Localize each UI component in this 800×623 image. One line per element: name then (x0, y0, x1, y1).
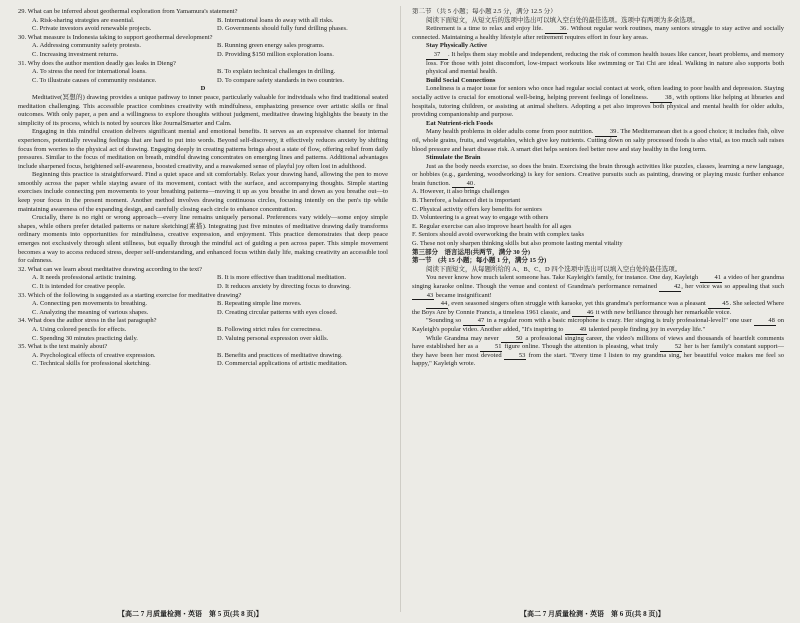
intro-paragraph: Retirement is a time to relax and enjoy life. 36. Without regular work routines, many seniors struggle to stay active and socially connected. Maintaining a healthy lifestyle after retirement requires effort in four key areas. (412, 25, 784, 41)
blank-37[interactable]: 37 (426, 51, 448, 60)
question-32-options (18, 274, 388, 291)
question-32: 32. What can we learn about meditative drawing according to the text? (18, 265, 202, 273)
option: D. It reduces anxiety by directing focus to drawing. (217, 283, 351, 290)
question-29: 29. What can be inferred about geothermal exploration from Yamamura's statement? (18, 8, 238, 15)
blank-38[interactable]: 38 (650, 94, 672, 103)
option: A. Using colored pencils for effects. (32, 325, 127, 333)
blank-41[interactable]: 41 (700, 274, 722, 283)
option: B. Therefore, a balanced diet is important (412, 197, 521, 205)
option: A. Connecting pen movements to breathing. (32, 300, 147, 308)
column-divider (400, 6, 401, 612)
option: F. Seniors should avoid overworking the brain with complex tasks (412, 231, 585, 239)
question-33: 33. Which of the following is suggested as a starting exercise for meditative drawing? (18, 291, 242, 299)
heading-social: Build Social Connections (426, 76, 496, 84)
question-34-options (18, 326, 388, 343)
section-2-options (412, 188, 784, 248)
option: A. It needs professional artistic training. (32, 274, 137, 282)
page-footer-left: 【高二 7 月质量检测・英语 第 5 页(共 8 页)】 (118, 610, 263, 619)
blank-40[interactable]: 40 (452, 180, 474, 189)
option: G. These not only sharpen thinking skills but also promote lasting mental vitality (412, 240, 623, 248)
option: C. Increasing investment returns. (32, 50, 119, 58)
option: C. To illustrate causes of community resistance. (32, 76, 157, 84)
left-column (18, 8, 388, 608)
cloze-paragraph: "Sounding so 47 in a regular room with a basic microphone is crazy. Her singing is truly professional-level!" one user 48 on Kayleigh's popular video. Another added, "It's inspiring to 49 talented people finding joy in everyday life." (412, 317, 784, 333)
option: A. Addressing community safety protests. (32, 42, 142, 50)
blank-48[interactable]: 48 (754, 317, 776, 326)
option: B. Running green energy sales programs. (217, 42, 325, 50)
option: D. To compare safety standards in two countries. (217, 76, 345, 84)
blank-39[interactable]: 39 (595, 128, 617, 137)
blank-50[interactable]: 50 (501, 335, 523, 344)
option: A. Risk-sharing strategies are essential. (32, 16, 135, 24)
heading-stay-active: Stay Physically Active (426, 42, 488, 50)
option: A. However, it also brings challenges (412, 188, 510, 196)
blank-49[interactable]: 49 (565, 326, 587, 335)
blank-47[interactable]: 47 (463, 317, 485, 326)
option: D. Governments should fully fund drilling phases. (217, 25, 348, 33)
section-d-title: D (200, 85, 206, 93)
blank-43[interactable]: 43 (412, 292, 434, 301)
right-column (412, 8, 784, 608)
blank-52[interactable]: 52 (660, 343, 682, 352)
question-31-options (18, 68, 388, 85)
blank-46[interactable]: 46 (572, 309, 594, 318)
option: C. Spending 30 minutes practicing daily. (32, 334, 138, 342)
option: B. To explain technical challenges in drilling. (217, 68, 336, 76)
option: A. To stress the need for international loans. (32, 68, 147, 76)
section-2-title: 第二节 （共 5 小题；每小题 2.5 分，满分 12.5 分） (412, 8, 557, 15)
option: D. Creating circular patterns with eyes closed. (217, 308, 338, 316)
blank-42[interactable]: 42 (659, 283, 681, 292)
question-34: 34. What does the author stress in the last paragraph? (18, 317, 157, 325)
option: C. Technical skills for professional sketching. (32, 360, 151, 368)
question-30: 30. What measure is Indonesia taking to support geothermal development? (18, 33, 213, 41)
option: C. Analyzing the meaning of various shapes. (32, 308, 149, 316)
paragraph-nutrition: Many health problems in older adults come from poor nutrition. 39. The Mediterranean diet is a good choice; it includes fish, olive oil, whole grains, fruits, and vegetables, which give key nutrients. Cutting down on salty processed foods is also vital, as too much salt raises blood pressure and heart disease risk. A smart diet helps seniors feel better now and stay healthy in the long term. (412, 128, 784, 153)
passage-paragraph: Beginning this practice is straightforward. Find a quiet space and sit comfortably. Relax your drawing hand, allowing the pen to move smoothly across the paper while staying aware of its movement, contact with the surface, and accompanying thoughts. Simple starting exercises include connecting pen movements to your breathing patterns—moving it up as you breathe in and down as you breathe out—to keep your focus in the present moment. Another method involves drawing continuous circles, focusing intently on the pen's tip while maintaining awareness of the expanding design, and carefully closing each circle to enhance concentration. (18, 171, 388, 213)
passage-paragraph: Meditative(冥想的) drawing provides a unique pathway to inner peace, particularly valuable for individuals who find traditional seated meditation challenging. This accessible practice combines creativity with mindfulness, emphasizing presence over artistic skills or final outcomes. With only paper, a pen and a willingness to explore thoughts without judgment, meditative drawing highlights the beauty in the simplicity of its process, which is noted by sources like JournalSmarter and Calm. (18, 93, 388, 127)
blank-36[interactable]: 36 (545, 25, 567, 34)
option: B. Benefits and practices of meditative drawing. (217, 351, 343, 359)
option: B. Repeating simple line moves. (217, 300, 302, 308)
question-29-options (18, 17, 388, 34)
blank-45[interactable]: 45 (708, 300, 730, 309)
option: D. Commercial applications of artistic meditation. (217, 360, 348, 368)
question-35-options (18, 352, 388, 369)
option: D. Valuing personal expression over skills. (217, 334, 329, 342)
passage-paragraph: Engaging in this mindful creation delivers significant mental and emotional benefits. It serves as an expressive channel for internal experiences, potentially revealing feelings that are hard to put into words. Beyond self-discovery, it effectively reduces anxiety by shifting focus from worries to the physical act of drawing. Engaging deeply in creating patterns brings about a state of flow, offering relief from daily pressures. Similar to the focus of meditation on breath, mindful drawing concentrates on emerging lines and patterns. Additional advantages include sharpened focus, heightened self-awareness, boosted creativity, and a reawakened sense of playful joy often lost in adulthood. (18, 128, 388, 170)
question-31: 31. Why does the author mention deadly gas leaks in Dieng? (18, 59, 176, 67)
heading-nutrition: Eat Nutrient-rich Foods (426, 119, 493, 127)
option: A. Psychological effects of creative expression. (32, 351, 156, 359)
part-3-title: 第三部分 语言运用(共两节，满分 30 分) (412, 248, 531, 256)
blank-44[interactable]: 44 (426, 300, 448, 309)
option: C. Physical activity offers key benefits for seniors (412, 205, 542, 213)
paragraph-social: Loneliness is a major issue for seniors who once had regular social contact at work, often leading to poor health and depression. Staying socially active is crucial for emotional well-being, helping prevent feelings of loneliness. 38, with options like helping at libraries and hospitals, tutoring children, or assisting at animal shelters. Adopting a pet also improves both physical and mental health for older adults, providing companionship and purpose. (412, 85, 784, 119)
section-2-instructions: 阅读下面短文，从短文后的选项中选出可以填入空白处的最佳选项。选项中有两项为多余选项。 (426, 16, 699, 24)
page-footer-right: 【高二 7 月质量检测・英语 第 6 页(共 8 页)】 (520, 610, 665, 619)
question-35: 35. What is the text mainly about? (18, 343, 108, 351)
cloze-paragraph: You never know how much talent someone has. Take Kayleigh's family, for instance. One day, Kayleigh 41 a video of her grandma singing karaoke online. Though the venue and context of Grandma's performance remained 42, her voice was so appealing that such 43 became insignificant! (412, 274, 784, 299)
question-33-options (18, 300, 388, 317)
paragraph-brain: Just as the body needs exercise, so does the brain. Exercising the brain through activities like puzzles, classes, learning a new language, or hobbies (e.g., gardening, woodworking) is key for seniors. Creative pursuits such as painting, drawing or playing music further enhance brain function. 40. (412, 162, 784, 187)
heading-brain: Stimulate the Brain (426, 154, 481, 162)
option: C. It is intended for creative people. (32, 283, 126, 290)
option: B. International loans do away with all risks. (217, 16, 334, 24)
question-30-options (18, 42, 388, 59)
cloze-paragraph: 44, even seasoned singers often struggle with karaoke, yet this grandma's performance was a pleasant 45. She selected Where the Boys Are by Connie Francis, a timeless 1961 classic, and 46 it with new brilliance through her remarkable voice. (412, 300, 784, 316)
part-3-section-1-title: 第一节 (共 15 小题；每小题 1 分，满分 15 分) (412, 257, 547, 265)
option: B. Following strict rules for correctness. (217, 325, 322, 333)
part-3-instructions: 阅读下面短文，从每题所给的 A、B、C、D 四个选项中选出可以填入空白处的最佳选项。 (426, 265, 682, 273)
option: E. Regular exercise can also improve heart health for all ages (412, 222, 572, 230)
option: D. Providing $150 million exploration loans. (217, 50, 334, 58)
option: D. Volunteering is a great way to engage with others (412, 214, 549, 222)
blank-51[interactable]: 51 (480, 343, 502, 352)
paragraph-active: 37 . It helps them stay mobile and independent, reducing the risk of common health issues like cancer, heart problems, and memory loss. For those with joint discomfort, low-impact workouts like swimming or Tai Chi are ideal. Walking in nature also supports both physical and mental health. (426, 50, 784, 76)
passage-paragraph: Crucially, there is no right or wrong approach—every line remains uniquely personal. Preferences vary widely—some enjoy simple shapes, while others prefer detailed patterns or nature sketching(素描). Integrating just five minutes of meditative drawing daily transforms ordinary moments into opportunities for mindfulness, creative expression, and enjoyment. This practice demonstrates that deep peace emerges not exclusively through silent stillness, but equally through the mindful act of guiding a pen across paper. This simple movement becomes a way to access reduced stress, deeper self-understanding, and enhanced focus within daily life, making creativity an accessible tool for calmness. (18, 214, 388, 265)
blank-53[interactable]: 53 (504, 352, 526, 361)
option: C. Private investors avoid renewable projects. (32, 25, 152, 33)
option: B. It is more effective than traditional meditation. (217, 274, 346, 282)
cloze-paragraph: While Grandma may never 50 a professional singing career, the video's millions of views and thousands of heartfelt comments have established her as a 51 figure online. Though the attention is pleasing, what truly 52 her is her family's constant support—they have been her most devoted 53 from the start. "Every time I listen to my grandma sing, her beautiful voice makes me feel so happy," Kayleigh wrote. (412, 334, 784, 368)
